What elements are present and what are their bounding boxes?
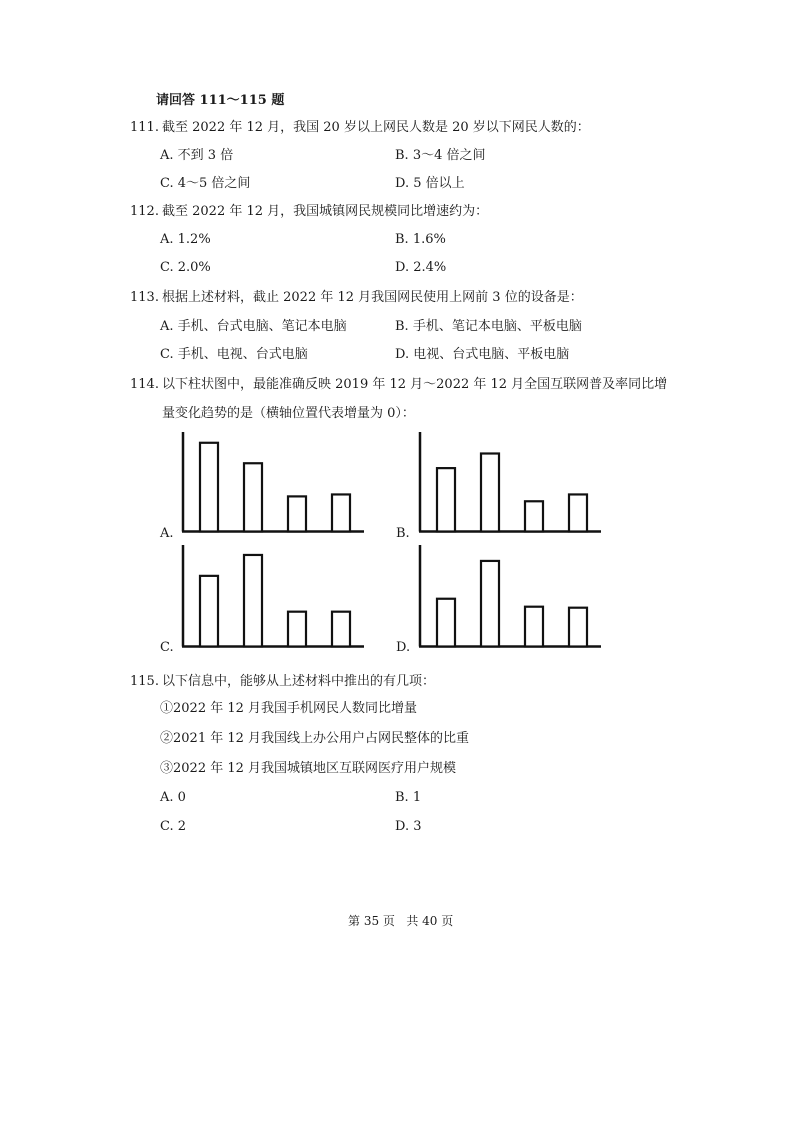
option-115-b[interactable]: B. 1 [395,790,422,805]
chart-a-svg [182,432,364,533]
option-111-d[interactable]: D. 5 倍以上 [395,176,465,191]
bar-3 [288,612,306,647]
section-title: 请回答 111～115 题 [156,93,285,108]
chart-a-label: A. [160,526,174,541]
statement-3: ③2022 年 12 月我国城镇地区互联网医疗用户规模 [160,761,457,776]
question-114 [130,376,667,394]
bar-4 [332,494,350,531]
bar-1 [200,443,218,532]
bar-2 [244,555,262,647]
question-112 [130,203,488,221]
bar-2 [481,561,499,647]
option-115-d[interactable]: D. 3 [395,819,422,834]
bar-1 [200,576,218,647]
option-112-a[interactable]: A. 1.2% [160,232,211,247]
bar-3 [525,607,543,647]
question-115 [130,673,435,691]
question-number: 114. [130,377,159,392]
chart-b[interactable] [419,432,601,533]
bar-2 [244,463,262,531]
bar-4 [332,612,350,647]
chart-b-svg [419,432,601,533]
question-text: 以下信息中，能够从上述材料中推出的有几项： [162,674,436,689]
bar-3 [525,501,543,531]
option-111-c[interactable]: C. 4～5 倍之间 [160,176,251,191]
option-113-b[interactable]: B. 手机、笔记本电脑、平板电脑 [395,319,582,334]
question-111 [130,119,590,137]
option-113-a[interactable]: A. 手机、台式电脑、笔记本电脑 [160,319,347,334]
option-112-b[interactable]: B. 1.6% [395,232,446,247]
bar-4 [569,494,587,531]
bar-3 [288,496,306,531]
chart-b-label: B. [396,526,410,541]
chart-c-label: C. [160,640,174,655]
option-111-b[interactable]: B. 3～4 倍之间 [395,148,486,163]
bar-1 [437,468,455,531]
question-113 [130,289,583,307]
option-112-c[interactable]: C. 2.0% [160,260,211,275]
chart-d-svg [419,545,601,648]
question-text: 以下柱状图中，最能准确反映 2019 年 12 月～2022 年 12 月全国互联网普及率同比增 [162,377,668,392]
question-text: 根据上述材料，截止 2022 年 12 月我国网民使用上网前 3 位的设备是： [162,290,583,305]
option-115-a[interactable]: A. 0 [160,790,186,805]
statement-1: ①2022 年 12 月我国手机网民人数同比增量 [160,701,418,716]
question-text-cont: 量变化趋势的是（横轴位置代表增量为 0）： [162,406,415,421]
option-113-c[interactable]: C. 手机、电视、台式电脑 [160,347,308,362]
question-number: 115. [130,674,159,689]
bar-4 [569,608,587,647]
question-number: 111. [130,120,159,135]
chart-c-svg [182,545,364,648]
option-112-d[interactable]: D. 2.4% [395,260,447,275]
option-111-a[interactable]: A. 不到 3 倍 [160,148,234,163]
question-text: 截至 2022 年 12 月，我国 20 岁以上网民人数是 20 岁以下网民人数的： [162,120,590,135]
question-number: 113. [130,290,159,305]
question-number: 112. [130,204,159,219]
question-text: 截至 2022 年 12 月，我国城镇网民规模同比增速约为： [162,204,489,219]
option-113-d[interactable]: D. 电视、台式电脑、平板电脑 [395,347,570,362]
page-footer: 第 35 页 共 40 页 [348,914,454,928]
chart-c[interactable] [182,545,364,648]
bar-2 [481,454,499,532]
option-115-c[interactable]: C. 2 [160,819,187,834]
chart-d[interactable] [419,545,601,648]
chart-a[interactable] [182,432,364,533]
bar-1 [437,599,455,647]
statement-2: ②2021 年 12 月我国线上办公用户占网民整体的比重 [160,731,470,746]
chart-d-label: D. [396,640,411,655]
